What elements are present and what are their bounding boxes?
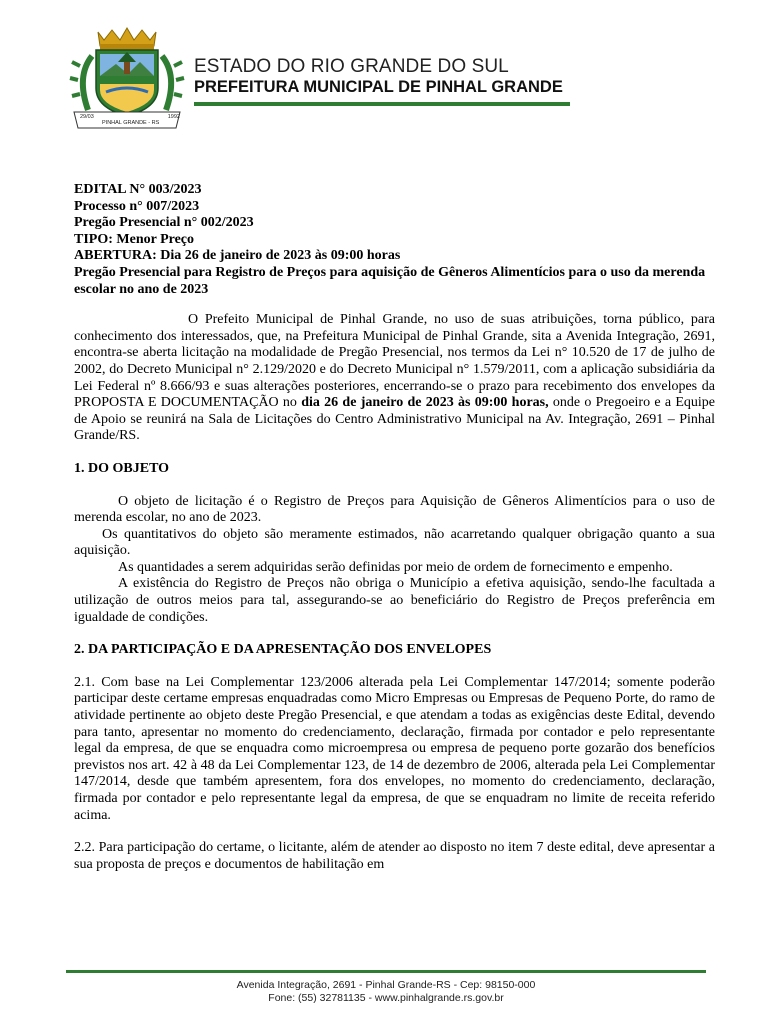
edital-number: EDITAL N° 003/2023 — [74, 182, 202, 197]
process-number: Processo n° 007/2023 — [74, 198, 200, 214]
footer — [66, 970, 706, 1005]
objeto-paragraph-2: Os quantitativos do objeto são meramente estimados, não acarretando qualquer obrigação quanto a sua aquisição. — [74, 526, 715, 559]
objeto-paragraph-4: A existência do Registro de Preços não obriga o Município a efetiva aquisição, sendo-lhe facultada a utilização de outros meios para tal, assegurando-se ao beneficiário do Registro de Preços preferência em igualdade de condições. — [74, 576, 715, 625]
bid-type: TIPO: Menor Preço — [74, 231, 195, 247]
header-state: ESTADO DO RIO GRANDE DO SUL — [194, 56, 509, 77]
participacao-paragraph-2: 2.2. Para participação do certame, o licitante, além de atender ao disposto no item 7 deste edital, deve apresentar a sua proposta de preços e documentos de habilitação em — [74, 840, 715, 872]
section-heading-objeto: 1. DO OBJETO — [74, 460, 170, 476]
intro-paragraph — [74, 312, 715, 445]
crest-year-right: 1992 — [167, 114, 180, 120]
document-body — [74, 182, 715, 873]
footer-divider — [66, 970, 706, 973]
letterhead — [66, 26, 563, 136]
header-municipality: PREFEITURA MUNICIPAL DE PINHAL GRANDE — [194, 78, 563, 96]
section-heading-participacao: 2. DA PARTICIPAÇÃO E DA APRESENTAÇÃO DOS ENVELOPES — [74, 642, 492, 658]
crest-banner: PINHAL GRANDE - RS — [102, 120, 160, 126]
header-divider — [194, 102, 570, 106]
object-title: Pregão Presencial para Registro de Preços para aquisição de Gêneros Alimentícios para o uso da merenda escolar no ano de 2023 — [74, 264, 706, 297]
intro-text-2: onde o Pregoeiro e a Equipe de Apoio se reunirá na Sala de Licitações do Centro Administrativo Municipal na Av. Integração, 2691 – Pinhal Grande/RS. — [74, 395, 715, 444]
footer-address: Avenida Integração, 2691 - Pinhal Grande-RS - Cep: 98150-000 — [236, 979, 536, 991]
intro-text-bold: dia 26 de janeiro de 2023 às 09:00 horas, — [301, 395, 549, 411]
objeto-paragraph-1: O objeto de licitação é o Registro de Preços para Aquisição de Gêneros Alimentícios para o uso de merenda escolar, no ano de 2023. — [74, 493, 715, 526]
objeto-paragraph-3: As quantidades a serem adquiridas serão definidas por meio de ordem de fornecimento e empenho. — [118, 559, 673, 575]
crest-year-left: 29/03 — [80, 114, 94, 120]
pregao-number: Pregão Presencial n° 002/2023 — [74, 215, 254, 231]
title-block — [74, 182, 715, 298]
intro-text-1: O Prefeito Municipal de Pinhal Grande, no uso de suas atribuições, torna público, para conhecimento dos interessados, que, na Prefeitura Municipal de Pinhal Grande, sita a Avenida Integração, 2691, encontra-se aberta licitação na modalidade de Pregão Presencial, nos termos da Lei n° 10.520 de 17 de julho de 2002, do Decreto Municipal n° 2.129/2020 e do Decreto Municipal n° 1.579/2011, com a aplicação subsidiária da Lei Federal nº 8.666/93 e suas alterações posteriores, encerrando-se o prazo para recebimento dos envelopes da PROPOSTA E DOCUMENTAÇÃO no — [74, 312, 715, 411]
participacao-paragraph-1: 2.1. Com base na Lei Complementar 123/2006 alterada pela Lei Complementar 147/2014; somente poderão participar deste certame empresas enquadradas como Micro Empresas ou Empresas de Pequeno Porte, do ramo de atividade pertinente ao objeto deste Pregão Presencial, e que atendam a todas as exigências deste Edital, devendo para tanto, apresentar no momento do credenciamento, declaração, firmada por contador e pelo representante legal da empresa, de que se enquadra como microempresa ou empresa de pequeno porte gozarão dos benefícios previstos nos art. 42 à 48 da Lei Complementar 123, de 14 de dezembro de 2006, alterada pela Lei Complementar 147/2014, desde que também apresentem, fora dos envelopes, no momento do credenciamento, declaração, firmada por contador e pelo representante legal da empresa, de que se enquadram no limite de receita referido acima. — [74, 674, 715, 823]
opening-date: ABERTURA: Dia 26 de janeiro de 2023 às 09:00 horas — [74, 248, 401, 264]
footer-contact: Fone: (55) 32781135 - www.pinhalgrande.rs.gov.br — [268, 992, 504, 1004]
